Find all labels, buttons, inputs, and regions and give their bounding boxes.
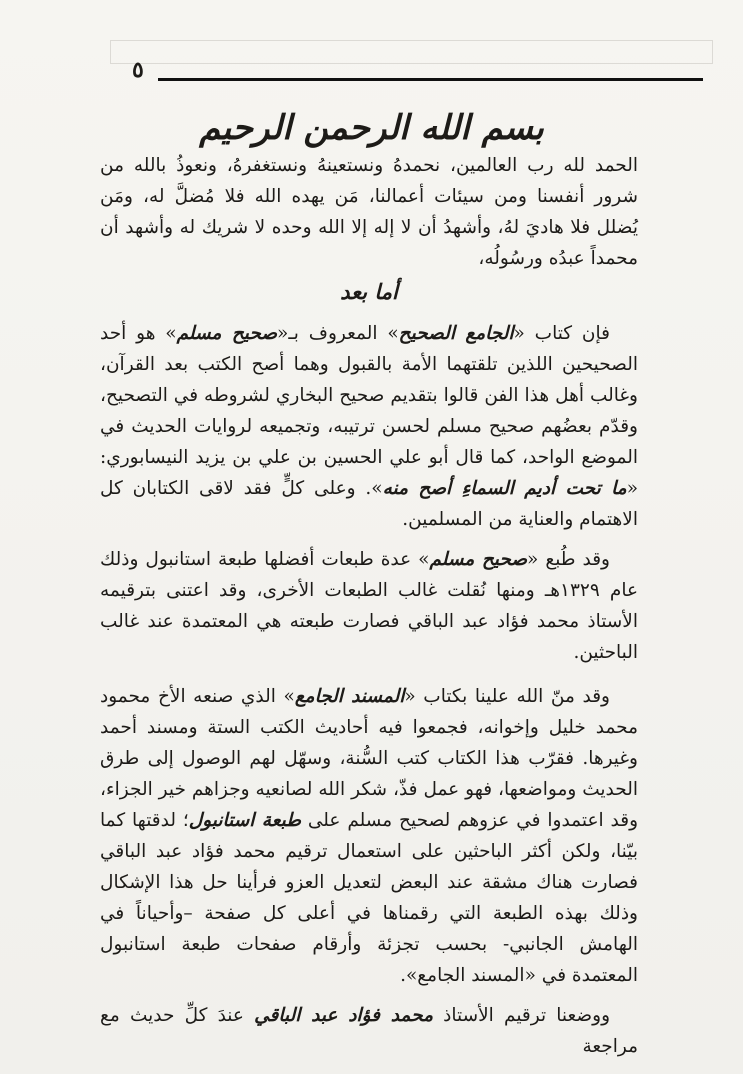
book-title-sahih-muslim: صحيح مسلم xyxy=(429,549,528,570)
paragraph-text: وقد منّ الله علينا بكتاب « xyxy=(404,686,610,707)
header-rule xyxy=(158,78,703,81)
bleed-through-header xyxy=(110,40,713,64)
paragraph-text: وقد طُبع « xyxy=(527,549,610,570)
basmala-heading: بسم الله الرحمن الرحيم xyxy=(199,108,544,148)
opening-praise-paragraph xyxy=(100,150,638,274)
book-title-musnad-jami: المسند الجامع xyxy=(294,686,405,707)
paragraph-text: » هو أحد الصحيحين اللذين تلقتهما الأمة بالقبول وهما أصح الكتب بعد القرآن، وغالب أهل هذا الفن قالوا بتقديم صحيح البخاري لشروطه في التصحيح، وقدّم بعضُهم صحيح مسلم لحسن ترتيبه، وتجميعه لروايات الحديث في الموضع الواحد، كما قال أبو علي الحسين بن علي بن يزيد النيسابوري: « xyxy=(100,323,639,499)
paragraph-text: الحمد لله رب العالمين، نحمدهُ ونستعينهُ ونستغفرهُ، ونعوذُ بالله من شرور أنفسنا ومن سيئات أعمالنا، مَن يهده الله فلا مُضلَّ له، ومَن يُضلل فلا هاديَ لهُ، وأشهدُ أن لا إله إلا الله وحده لا شريك له وأشهد أن محمداً عبدُه ورسُولُه، xyxy=(100,155,638,269)
book-title-sahih-muslim: صحيح مسلم xyxy=(176,323,278,344)
paragraph-editions xyxy=(100,544,638,668)
paragraph-text: فإن كتاب « xyxy=(513,323,611,344)
paragraph-text: » عدة طبعات أفضلها طبعة استانبول وذلك عام ١٣٢٩هـ ومنها نُقلت غالب الطبعات الأخرى، وقد اعتنى بترقيمه الأستاذ محمد فؤاد عبد الباقي فصارت طبعته هي المعتمدة عند غالب الباحثين. xyxy=(100,549,638,663)
paragraph-text: ؛ لدقتها كما بيّنا، ولكن أكثر الباحثين على استعمال ترقيم محمد فؤاد عبد الباقي فصارت هناك مشقة عند البعض لتعديل العزو فرأينا حل هذا الإشكال وذلك بهذه الطبعة التي رقمناها في أعلى كل صفحة –وأحياناً في الهامش الجانبي- بحسب تجزئة وأرقام صفحات طبعة استانبول المعتمدة في «المسند الجامع». xyxy=(100,810,638,986)
page-body xyxy=(100,150,638,1062)
paragraph-musnad-jami xyxy=(100,681,638,991)
section-subheading: أما بعد xyxy=(340,279,398,304)
paragraph-text: » المعروف بـ« xyxy=(277,323,399,344)
paragraph-text: عندَ كلِّ حديث مع مراجعة xyxy=(100,1005,638,1057)
paragraph-text: » الذي صنعه الأخ محمود محمد خليل وإخوانه، فجمعوا فيه أحاديث الكتب الستة ومسند أحمد وغيرها. فقرّب هذا الكتاب كتب السُّنة، وسهّل لهم الوصول إلى طرق الحديث ومواضعها، فهو عمل فذّ، شكر الله لصانعيه وجزاهم خير الجزاء، وقد اعتمدوا في عزوهم لصحيح مسلم على xyxy=(100,686,639,831)
page-number: ٥ xyxy=(132,57,144,83)
quotation-emphasis: ما تحت أديم السماءِ أصح منه xyxy=(382,478,627,499)
edition-name-istanbul: طبعة استانبول xyxy=(188,810,301,831)
paragraph-text: ». وعلى كلٍّ فقد لاقى الكتابان كل الاهتمام والعناية من المسلمين. xyxy=(100,478,638,530)
paragraph-text: ووضعنا ترقيم الأستاذ xyxy=(432,1005,611,1026)
paragraph-sahih-muslim xyxy=(100,318,638,535)
person-name-emphasis: محمد فؤاد عبد الباقي xyxy=(254,1005,433,1026)
paragraph-numbering xyxy=(100,1000,638,1062)
book-title-jami: الجامع الصحيح xyxy=(398,323,514,344)
